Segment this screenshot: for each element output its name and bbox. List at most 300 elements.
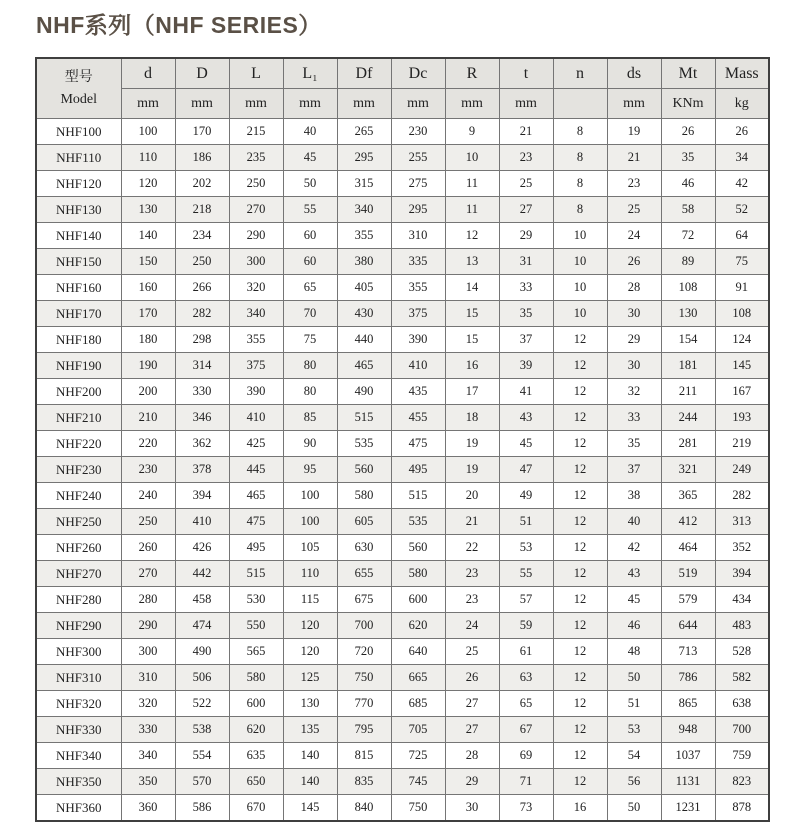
cell-model: NHF170 (36, 301, 121, 327)
cell-d: 220 (121, 431, 175, 457)
cell-Mt: 786 (661, 665, 715, 691)
cell-R: 28 (445, 743, 499, 769)
cell-Mt: 579 (661, 587, 715, 613)
cell-Mass: 700 (715, 717, 769, 743)
cell-D: 490 (175, 639, 229, 665)
cell-D: 394 (175, 483, 229, 509)
cell-n: 8 (553, 197, 607, 223)
cell-Dc: 515 (391, 483, 445, 509)
cell-model: NHF160 (36, 275, 121, 301)
cell-L1: 140 (283, 769, 337, 795)
cell-t: 49 (499, 483, 553, 509)
cell-t: 29 (499, 223, 553, 249)
cell-Mass: 145 (715, 353, 769, 379)
header-cell-R: R (445, 58, 499, 89)
cell-D: 282 (175, 301, 229, 327)
header-unit-D: mm (175, 89, 229, 119)
header-cell-D: D (175, 58, 229, 89)
cell-D: 266 (175, 275, 229, 301)
cell-Df: 655 (337, 561, 391, 587)
cell-Mt: 244 (661, 405, 715, 431)
cell-n: 12 (553, 483, 607, 509)
cell-n: 12 (553, 691, 607, 717)
cell-Df: 315 (337, 171, 391, 197)
cell-Mass: 26 (715, 119, 769, 145)
cell-n: 10 (553, 223, 607, 249)
cell-ds: 54 (607, 743, 661, 769)
cell-D: 298 (175, 327, 229, 353)
cell-Mt: 89 (661, 249, 715, 275)
cell-L: 635 (229, 743, 283, 769)
cell-L: 355 (229, 327, 283, 353)
cell-Mt: 108 (661, 275, 715, 301)
cell-L: 475 (229, 509, 283, 535)
cell-Dc: 750 (391, 795, 445, 822)
cell-Mass: 91 (715, 275, 769, 301)
cell-R: 30 (445, 795, 499, 822)
cell-n: 12 (553, 379, 607, 405)
cell-d: 150 (121, 249, 175, 275)
cell-n: 12 (553, 717, 607, 743)
cell-n: 8 (553, 119, 607, 145)
cell-t: 47 (499, 457, 553, 483)
cell-L: 530 (229, 587, 283, 613)
cell-d: 270 (121, 561, 175, 587)
cell-Mass: 434 (715, 587, 769, 613)
cell-Df: 440 (337, 327, 391, 353)
cell-Mass: 42 (715, 171, 769, 197)
header-unit-R: mm (445, 89, 499, 119)
cell-ds: 56 (607, 769, 661, 795)
cell-Mass: 124 (715, 327, 769, 353)
cell-Df: 700 (337, 613, 391, 639)
cell-Dc: 390 (391, 327, 445, 353)
table-row (36, 613, 769, 639)
header-symbol-row (36, 58, 769, 89)
cell-Mt: 948 (661, 717, 715, 743)
cell-ds: 25 (607, 197, 661, 223)
cell-D: 186 (175, 145, 229, 171)
header-unit-n (553, 89, 607, 119)
cell-R: 20 (445, 483, 499, 509)
cell-d: 310 (121, 665, 175, 691)
cell-R: 18 (445, 405, 499, 431)
cell-n: 12 (553, 353, 607, 379)
cell-L: 650 (229, 769, 283, 795)
cell-R: 21 (445, 509, 499, 535)
cell-R: 23 (445, 587, 499, 613)
table-row (36, 795, 769, 822)
cell-t: 63 (499, 665, 553, 691)
cell-L1: 120 (283, 613, 337, 639)
cell-Df: 355 (337, 223, 391, 249)
cell-t: 71 (499, 769, 553, 795)
cell-n: 10 (553, 249, 607, 275)
cell-Mt: 130 (661, 301, 715, 327)
header-unit-L: mm (229, 89, 283, 119)
cell-d: 120 (121, 171, 175, 197)
cell-L1: 100 (283, 483, 337, 509)
table-row (36, 379, 769, 405)
cell-L: 620 (229, 717, 283, 743)
cell-Df: 405 (337, 275, 391, 301)
cell-R: 19 (445, 457, 499, 483)
cell-Mass: 167 (715, 379, 769, 405)
cell-Mass: 759 (715, 743, 769, 769)
cell-R: 27 (445, 691, 499, 717)
cell-Df: 580 (337, 483, 391, 509)
cell-t: 73 (499, 795, 553, 822)
cell-ds: 50 (607, 795, 661, 822)
table-row (36, 639, 769, 665)
cell-t: 21 (499, 119, 553, 145)
cell-L1: 120 (283, 639, 337, 665)
cell-D: 442 (175, 561, 229, 587)
cell-L1: 140 (283, 743, 337, 769)
cell-D: 362 (175, 431, 229, 457)
cell-ds: 40 (607, 509, 661, 535)
cell-L1: 100 (283, 509, 337, 535)
cell-d: 170 (121, 301, 175, 327)
cell-Mass: 249 (715, 457, 769, 483)
cell-L1: 75 (283, 327, 337, 353)
table-row (36, 535, 769, 561)
cell-t: 43 (499, 405, 553, 431)
cell-Mt: 1037 (661, 743, 715, 769)
cell-Mt: 365 (661, 483, 715, 509)
cell-Dc: 685 (391, 691, 445, 717)
cell-Dc: 475 (391, 431, 445, 457)
cell-Df: 560 (337, 457, 391, 483)
cell-model: NHF360 (36, 795, 121, 822)
cell-Mt: 464 (661, 535, 715, 561)
cell-L1: 95 (283, 457, 337, 483)
cell-ds: 32 (607, 379, 661, 405)
cell-Df: 720 (337, 639, 391, 665)
cell-Dc: 600 (391, 587, 445, 613)
cell-ds: 37 (607, 457, 661, 483)
cell-d: 140 (121, 223, 175, 249)
cell-d: 180 (121, 327, 175, 353)
cell-D: 314 (175, 353, 229, 379)
cell-L1: 65 (283, 275, 337, 301)
cell-t: 35 (499, 301, 553, 327)
cell-Mt: 181 (661, 353, 715, 379)
cell-Dc: 640 (391, 639, 445, 665)
cell-model: NHF150 (36, 249, 121, 275)
cell-model: NHF310 (36, 665, 121, 691)
cell-n: 12 (553, 561, 607, 587)
cell-Mt: 211 (661, 379, 715, 405)
cell-model: NHF250 (36, 509, 121, 535)
header-cell-d: d (121, 58, 175, 89)
cell-R: 16 (445, 353, 499, 379)
cell-D: 330 (175, 379, 229, 405)
cell-R: 24 (445, 613, 499, 639)
cell-D: 522 (175, 691, 229, 717)
header-unit-L1: mm (283, 89, 337, 119)
cell-d: 200 (121, 379, 175, 405)
cell-D: 218 (175, 197, 229, 223)
cell-Mt: 154 (661, 327, 715, 353)
cell-ds: 33 (607, 405, 661, 431)
cell-L: 580 (229, 665, 283, 691)
cell-n: 12 (553, 665, 607, 691)
cell-Dc: 535 (391, 509, 445, 535)
cell-Dc: 230 (391, 119, 445, 145)
cell-model: NHF340 (36, 743, 121, 769)
cell-model: NHF200 (36, 379, 121, 405)
cell-D: 570 (175, 769, 229, 795)
cell-D: 346 (175, 405, 229, 431)
cell-d: 350 (121, 769, 175, 795)
cell-L1: 130 (283, 691, 337, 717)
cell-Df: 795 (337, 717, 391, 743)
page-title: NHF系列（NHF SERIES） (36, 12, 322, 38)
cell-Df: 535 (337, 431, 391, 457)
cell-L: 445 (229, 457, 283, 483)
cell-L: 340 (229, 301, 283, 327)
cell-Df: 465 (337, 353, 391, 379)
cell-Mt: 281 (661, 431, 715, 457)
cell-Mass: 638 (715, 691, 769, 717)
cell-n: 10 (553, 301, 607, 327)
cell-ds: 28 (607, 275, 661, 301)
cell-Mass: 878 (715, 795, 769, 822)
table-row (36, 587, 769, 613)
header-unit-Mt: KNm (661, 89, 715, 119)
cell-L1: 115 (283, 587, 337, 613)
cell-Dc: 310 (391, 223, 445, 249)
header-cell-Df: Df (337, 58, 391, 89)
cell-model: NHF290 (36, 613, 121, 639)
table-row (36, 145, 769, 171)
cell-Df: 630 (337, 535, 391, 561)
cell-model: NHF270 (36, 561, 121, 587)
spec-table-header (36, 58, 769, 119)
cell-model: NHF350 (36, 769, 121, 795)
table-row (36, 119, 769, 145)
cell-Dc: 665 (391, 665, 445, 691)
cell-Df: 815 (337, 743, 391, 769)
cell-t: 65 (499, 691, 553, 717)
cell-ds: 46 (607, 613, 661, 639)
cell-D: 474 (175, 613, 229, 639)
cell-L: 390 (229, 379, 283, 405)
table-row (36, 483, 769, 509)
table-row (36, 743, 769, 769)
cell-model: NHF130 (36, 197, 121, 223)
cell-d: 100 (121, 119, 175, 145)
cell-L: 270 (229, 197, 283, 223)
cell-L: 465 (229, 483, 283, 509)
cell-n: 12 (553, 405, 607, 431)
cell-n: 12 (553, 587, 607, 613)
cell-R: 25 (445, 639, 499, 665)
cell-ds: 30 (607, 353, 661, 379)
cell-L: 375 (229, 353, 283, 379)
cell-ds: 24 (607, 223, 661, 249)
header-unit-row (36, 89, 769, 119)
cell-t: 53 (499, 535, 553, 561)
cell-L1: 110 (283, 561, 337, 587)
cell-Mass: 108 (715, 301, 769, 327)
cell-Dc: 455 (391, 405, 445, 431)
header-cell-Dc: Dc (391, 58, 445, 89)
cell-t: 37 (499, 327, 553, 353)
cell-L: 215 (229, 119, 283, 145)
cell-ds: 42 (607, 535, 661, 561)
cell-Mass: 528 (715, 639, 769, 665)
cell-ds: 50 (607, 665, 661, 691)
cell-model: NHF280 (36, 587, 121, 613)
cell-t: 61 (499, 639, 553, 665)
cell-Df: 605 (337, 509, 391, 535)
cell-ds: 29 (607, 327, 661, 353)
cell-R: 15 (445, 327, 499, 353)
cell-model: NHF140 (36, 223, 121, 249)
cell-L1: 50 (283, 171, 337, 197)
cell-d: 260 (121, 535, 175, 561)
cell-Mass: 282 (715, 483, 769, 509)
cell-model: NHF230 (36, 457, 121, 483)
cell-n: 12 (553, 769, 607, 795)
cell-Mt: 26 (661, 119, 715, 145)
cell-Df: 675 (337, 587, 391, 613)
header-cell-Mass: Mass (715, 58, 769, 89)
cell-R: 27 (445, 717, 499, 743)
cell-R: 15 (445, 301, 499, 327)
cell-ds: 26 (607, 249, 661, 275)
cell-D: 506 (175, 665, 229, 691)
cell-n: 16 (553, 795, 607, 822)
cell-d: 250 (121, 509, 175, 535)
cell-t: 57 (499, 587, 553, 613)
cell-L: 290 (229, 223, 283, 249)
cell-Mass: 34 (715, 145, 769, 171)
table-row (36, 665, 769, 691)
cell-n: 8 (553, 145, 607, 171)
header-unit-d: mm (121, 89, 175, 119)
header-cell-L1: L₁ (283, 58, 337, 89)
cell-Df: 840 (337, 795, 391, 822)
cell-ds: 30 (607, 301, 661, 327)
cell-Df: 340 (337, 197, 391, 223)
header-cell-ds: ds (607, 58, 661, 89)
spec-table (35, 57, 770, 822)
cell-model: NHF210 (36, 405, 121, 431)
table-row (36, 717, 769, 743)
cell-Dc: 745 (391, 769, 445, 795)
header-unit-Mass: kg (715, 89, 769, 119)
cell-Df: 750 (337, 665, 391, 691)
cell-Dc: 375 (391, 301, 445, 327)
cell-Mt: 72 (661, 223, 715, 249)
table-row (36, 301, 769, 327)
cell-L1: 45 (283, 145, 337, 171)
cell-Mt: 644 (661, 613, 715, 639)
cell-ds: 38 (607, 483, 661, 509)
header-unit-Dc: mm (391, 89, 445, 119)
cell-D: 378 (175, 457, 229, 483)
cell-L: 515 (229, 561, 283, 587)
cell-L1: 60 (283, 223, 337, 249)
cell-D: 202 (175, 171, 229, 197)
cell-model: NHF330 (36, 717, 121, 743)
cell-L1: 40 (283, 119, 337, 145)
cell-Mt: 519 (661, 561, 715, 587)
cell-Df: 380 (337, 249, 391, 275)
header-unit-Df: mm (337, 89, 391, 119)
cell-d: 290 (121, 613, 175, 639)
cell-t: 33 (499, 275, 553, 301)
cell-d: 110 (121, 145, 175, 171)
cell-model: NHF300 (36, 639, 121, 665)
cell-d: 300 (121, 639, 175, 665)
cell-Mt: 321 (661, 457, 715, 483)
cell-d: 190 (121, 353, 175, 379)
cell-D: 410 (175, 509, 229, 535)
cell-L1: 80 (283, 353, 337, 379)
cell-Mass: 394 (715, 561, 769, 587)
cell-L1: 85 (283, 405, 337, 431)
cell-L: 320 (229, 275, 283, 301)
cell-t: 23 (499, 145, 553, 171)
cell-model: NHF120 (36, 171, 121, 197)
cell-d: 230 (121, 457, 175, 483)
cell-d: 320 (121, 691, 175, 717)
cell-Dc: 435 (391, 379, 445, 405)
cell-ds: 19 (607, 119, 661, 145)
table-row (36, 171, 769, 197)
cell-L1: 135 (283, 717, 337, 743)
cell-R: 17 (445, 379, 499, 405)
cell-R: 9 (445, 119, 499, 145)
cell-Mass: 352 (715, 535, 769, 561)
cell-t: 31 (499, 249, 553, 275)
cell-Df: 835 (337, 769, 391, 795)
cell-Mt: 1231 (661, 795, 715, 822)
cell-D: 170 (175, 119, 229, 145)
cell-Df: 265 (337, 119, 391, 145)
cell-L: 495 (229, 535, 283, 561)
header-cell-model: 型号 Model (36, 58, 121, 119)
cell-model: NHF110 (36, 145, 121, 171)
header-unit-ds: mm (607, 89, 661, 119)
cell-Dc: 255 (391, 145, 445, 171)
table-row (36, 327, 769, 353)
cell-L1: 80 (283, 379, 337, 405)
cell-L: 410 (229, 405, 283, 431)
cell-Mt: 58 (661, 197, 715, 223)
table-row (36, 197, 769, 223)
cell-model: NHF190 (36, 353, 121, 379)
cell-t: 25 (499, 171, 553, 197)
cell-D: 586 (175, 795, 229, 822)
table-row (36, 223, 769, 249)
cell-Dc: 275 (391, 171, 445, 197)
cell-Mass: 193 (715, 405, 769, 431)
cell-Dc: 495 (391, 457, 445, 483)
cell-R: 14 (445, 275, 499, 301)
cell-L: 550 (229, 613, 283, 639)
cell-R: 26 (445, 665, 499, 691)
cell-Mass: 823 (715, 769, 769, 795)
table-row (36, 275, 769, 301)
cell-Mass: 52 (715, 197, 769, 223)
cell-Mass: 313 (715, 509, 769, 535)
cell-n: 12 (553, 457, 607, 483)
